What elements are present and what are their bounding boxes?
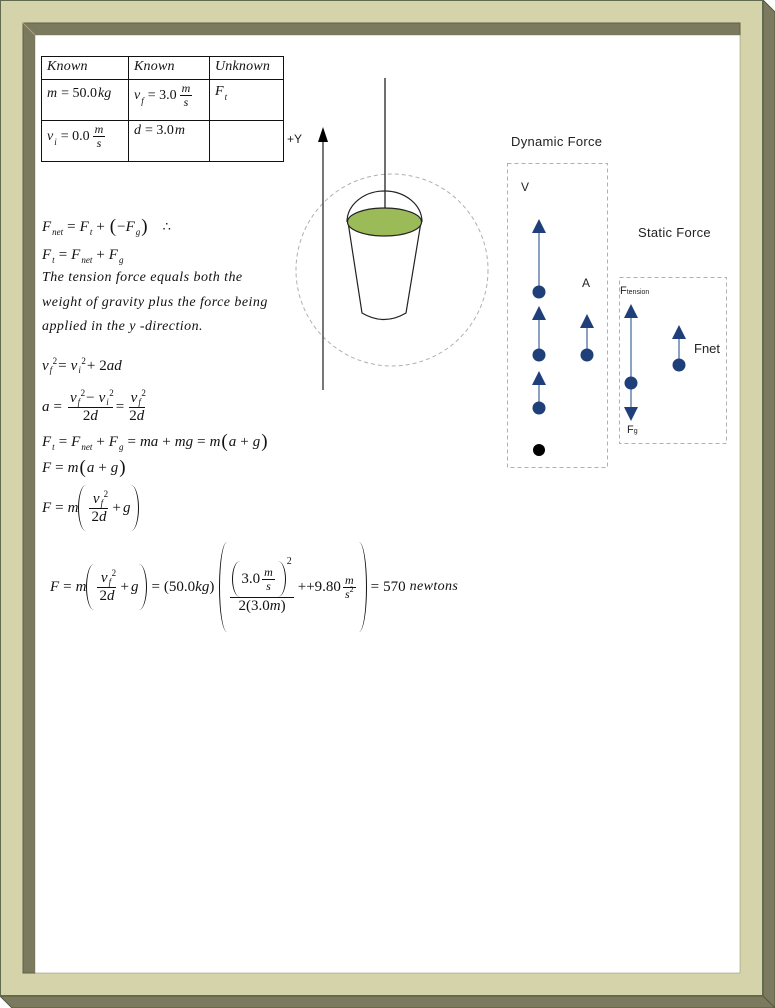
cell-mass xyxy=(42,80,129,121)
subscript: t xyxy=(89,227,93,237)
operator: − xyxy=(86,389,95,406)
subscript: t xyxy=(52,442,55,452)
symbol: v xyxy=(42,357,49,374)
symbol: m xyxy=(75,578,87,595)
unit-fraction xyxy=(180,82,193,109)
unit: s xyxy=(344,586,350,601)
fraction xyxy=(97,569,116,605)
unit: kg xyxy=(98,86,112,101)
symbol: F xyxy=(108,433,118,450)
table-row xyxy=(42,80,284,121)
equation-force-substituted xyxy=(42,484,139,532)
paren: ) xyxy=(209,578,215,595)
paren-left xyxy=(78,485,86,531)
numerator xyxy=(68,389,113,408)
var: v xyxy=(47,128,54,144)
subscript: f xyxy=(100,498,104,508)
value: = 3.0 xyxy=(147,87,177,103)
value: = 0.0 xyxy=(60,128,90,144)
cell-distance xyxy=(129,121,210,162)
symbol: F xyxy=(125,218,135,235)
dynamic-force-title: Dynamic Force xyxy=(511,134,603,149)
symbol: a xyxy=(42,398,50,415)
equation-acceleration xyxy=(42,386,148,428)
symbol: m xyxy=(209,433,221,450)
operator: + xyxy=(120,578,129,595)
symbol: F xyxy=(71,433,81,450)
operator: = xyxy=(67,218,76,235)
value: ++9.80 xyxy=(297,578,341,595)
var: m xyxy=(47,86,58,101)
operator: + xyxy=(96,218,105,235)
symbol: ma xyxy=(139,433,159,450)
symbol: a xyxy=(228,433,237,450)
subscript: net xyxy=(81,255,93,265)
unit-fraction xyxy=(343,574,356,601)
explanation-line-1: The tension force equals both the xyxy=(42,270,243,285)
gravity-label-sub: g xyxy=(633,428,638,435)
equation-net-force xyxy=(42,215,171,239)
symbol: m xyxy=(67,499,79,516)
symbol: v xyxy=(100,569,108,586)
unit-num: m xyxy=(344,572,354,587)
operator: + xyxy=(240,433,249,450)
cell-empty xyxy=(210,121,284,162)
symbol: g xyxy=(130,578,139,595)
operator: = xyxy=(58,246,68,263)
numerator xyxy=(129,389,145,408)
operator: − xyxy=(117,218,126,235)
unit-den xyxy=(343,584,356,601)
paren-left xyxy=(86,564,94,610)
cell-tension-unknown xyxy=(210,80,284,121)
subscript: f xyxy=(138,397,141,407)
sub-sup xyxy=(78,356,86,375)
explanation-line-2: weight of gravity plus the force being xyxy=(42,295,268,310)
unit: m xyxy=(174,123,186,138)
superscript: 2 xyxy=(103,489,109,499)
result-unit: newtons xyxy=(409,579,459,594)
symbol: d xyxy=(136,408,145,424)
unit-den: s xyxy=(96,136,102,150)
operator: = xyxy=(197,433,206,450)
value: = 3.0 xyxy=(145,123,174,138)
denominator xyxy=(127,408,146,425)
sub-sup xyxy=(49,356,58,375)
operator: + xyxy=(96,246,105,263)
superscript: 2 xyxy=(111,568,117,578)
subscript: g xyxy=(135,227,141,237)
static-force-title: Static Force xyxy=(638,225,711,240)
unit-num: m xyxy=(94,122,104,136)
denominator xyxy=(81,408,100,425)
superscript: 2 xyxy=(286,555,292,567)
superscript: 2 xyxy=(141,388,146,398)
operator: = xyxy=(115,398,125,415)
equation-tension-expanded xyxy=(42,430,269,454)
numerator xyxy=(91,490,107,508)
header-known-2: Known xyxy=(129,57,210,80)
subscript: net xyxy=(52,227,64,237)
paren: ) xyxy=(119,457,126,478)
symbol: v xyxy=(98,389,106,406)
symbol: g xyxy=(110,459,119,476)
table-header-row xyxy=(42,57,284,80)
paren: ) xyxy=(141,216,148,237)
symbol: F xyxy=(108,246,118,263)
symbol: F xyxy=(71,246,81,263)
symbol: v xyxy=(69,389,77,406)
symbol: d xyxy=(106,588,115,604)
var-sub: f xyxy=(141,95,144,106)
paren-right xyxy=(131,485,139,531)
denominator xyxy=(97,587,116,605)
gravity-label-f: F xyxy=(627,424,634,436)
symbol: v xyxy=(70,357,78,374)
superscript: 2 xyxy=(80,388,86,398)
therefore-symbol: ∴ xyxy=(162,219,171,234)
unit-num: m xyxy=(181,81,191,95)
unit-fraction xyxy=(93,123,106,150)
symbol: d xyxy=(90,408,98,424)
paren: ( xyxy=(79,457,86,478)
net-force-label: Fnet xyxy=(694,341,721,356)
frame-right-side xyxy=(763,0,775,1008)
var: d xyxy=(134,123,141,138)
symbol: mg xyxy=(174,433,194,450)
numerator xyxy=(230,555,293,598)
symbol: m xyxy=(67,459,79,476)
symbol: F xyxy=(42,499,52,516)
symbol: F xyxy=(42,246,52,263)
header-known-1: Known xyxy=(42,57,129,80)
paren: ( xyxy=(109,216,117,237)
sub-sup xyxy=(77,388,86,407)
paren-left-large xyxy=(219,542,227,632)
header-unknown: Unknown xyxy=(210,57,284,80)
unit: m xyxy=(269,598,281,614)
operator: = xyxy=(151,578,160,595)
tension-label xyxy=(620,285,649,297)
var-sub: i xyxy=(54,136,57,147)
unit-fraction xyxy=(262,566,275,593)
superscript: 2 xyxy=(109,388,114,398)
symbol: F xyxy=(50,578,60,595)
operator: = xyxy=(55,499,64,516)
sub-sup xyxy=(138,388,146,407)
fraction xyxy=(89,490,108,526)
axis-label-plus-y: +Y xyxy=(287,132,303,146)
denominator xyxy=(237,598,288,615)
paren-left xyxy=(232,561,240,597)
numerator xyxy=(99,569,115,587)
subscript: i xyxy=(106,397,109,407)
number: 2 xyxy=(82,408,91,424)
table-row xyxy=(42,121,284,162)
subscript: g xyxy=(118,255,124,265)
symbol: d xyxy=(98,509,107,525)
number: 2 xyxy=(129,408,137,424)
velocity-label: V xyxy=(521,180,530,194)
sub-sup xyxy=(100,489,109,508)
acceleration-label: A xyxy=(582,276,591,290)
operator: + xyxy=(96,433,105,450)
cell-initial-velocity xyxy=(42,121,129,162)
number: 2 xyxy=(99,357,107,374)
symbol: g xyxy=(252,433,261,450)
symbol: a xyxy=(86,459,95,476)
equation-kinematic xyxy=(42,354,122,378)
subscript: f xyxy=(49,365,53,375)
paren: ) xyxy=(261,431,268,452)
operator: + xyxy=(86,357,96,374)
cell-final-velocity xyxy=(129,80,210,121)
equation-force-simple xyxy=(42,456,127,480)
denominator xyxy=(89,508,108,526)
operator: = xyxy=(53,398,62,415)
value: = 50.0 xyxy=(61,86,98,101)
var: F xyxy=(215,84,224,99)
subscript: t xyxy=(52,255,55,265)
subscript: net xyxy=(81,442,93,452)
operator: = xyxy=(58,357,67,374)
operator: + xyxy=(98,459,107,476)
symbol: v xyxy=(130,389,138,406)
subscript: g xyxy=(118,442,124,452)
superscript: 2 xyxy=(81,356,86,366)
unit: kg xyxy=(195,578,210,595)
paren-right xyxy=(139,564,147,610)
subscript: i xyxy=(78,365,81,375)
value: (50.0 xyxy=(163,578,196,595)
value: 3.0 xyxy=(241,570,261,587)
operator: = xyxy=(370,578,380,595)
equation-tension-sum xyxy=(42,243,123,267)
page-area xyxy=(35,35,740,973)
paren: ( xyxy=(221,431,228,452)
sub-sup xyxy=(108,568,117,587)
fraction xyxy=(127,389,146,425)
superscript: 2 xyxy=(349,584,354,594)
value: 2(3.0 xyxy=(238,598,270,614)
subscript: f xyxy=(77,397,81,407)
superscript: 2 xyxy=(52,356,58,366)
equation-final-result xyxy=(50,541,458,633)
symbol: F xyxy=(42,218,52,235)
paren-right-large xyxy=(359,542,367,632)
gravity-label xyxy=(627,424,638,436)
symbol: F xyxy=(42,459,52,476)
unit-den: s xyxy=(266,578,271,593)
symbol: F xyxy=(79,218,89,235)
symbol: F xyxy=(42,433,52,450)
operator: + xyxy=(162,433,171,450)
unit-num: m xyxy=(264,564,273,579)
tension-label-sub: tension xyxy=(626,289,650,296)
paren: ) xyxy=(280,598,286,614)
explanation-line-3: applied in the y -direction. xyxy=(42,319,203,334)
operator: = xyxy=(55,459,64,476)
tension-label-f: F xyxy=(620,285,627,297)
number: 2 xyxy=(91,509,99,525)
operator: = xyxy=(63,578,72,595)
symbol: v xyxy=(92,490,100,507)
subscript: f xyxy=(108,577,112,587)
fraction xyxy=(230,555,293,615)
unit-den: s xyxy=(183,95,189,109)
paren-right xyxy=(278,561,286,597)
sub-sup xyxy=(106,388,114,407)
result-value: 570 xyxy=(383,578,406,595)
var: v xyxy=(134,87,141,103)
frame-bottom-side xyxy=(0,996,775,1008)
symbol: ad xyxy=(106,357,122,374)
number: 2 xyxy=(99,588,107,604)
operator: + xyxy=(112,499,121,516)
operator: = xyxy=(58,433,68,450)
knowns-table xyxy=(41,56,284,162)
var-sub: t xyxy=(224,92,228,102)
symbol: g xyxy=(122,499,131,516)
fraction xyxy=(68,389,113,425)
operator: = xyxy=(127,433,136,450)
